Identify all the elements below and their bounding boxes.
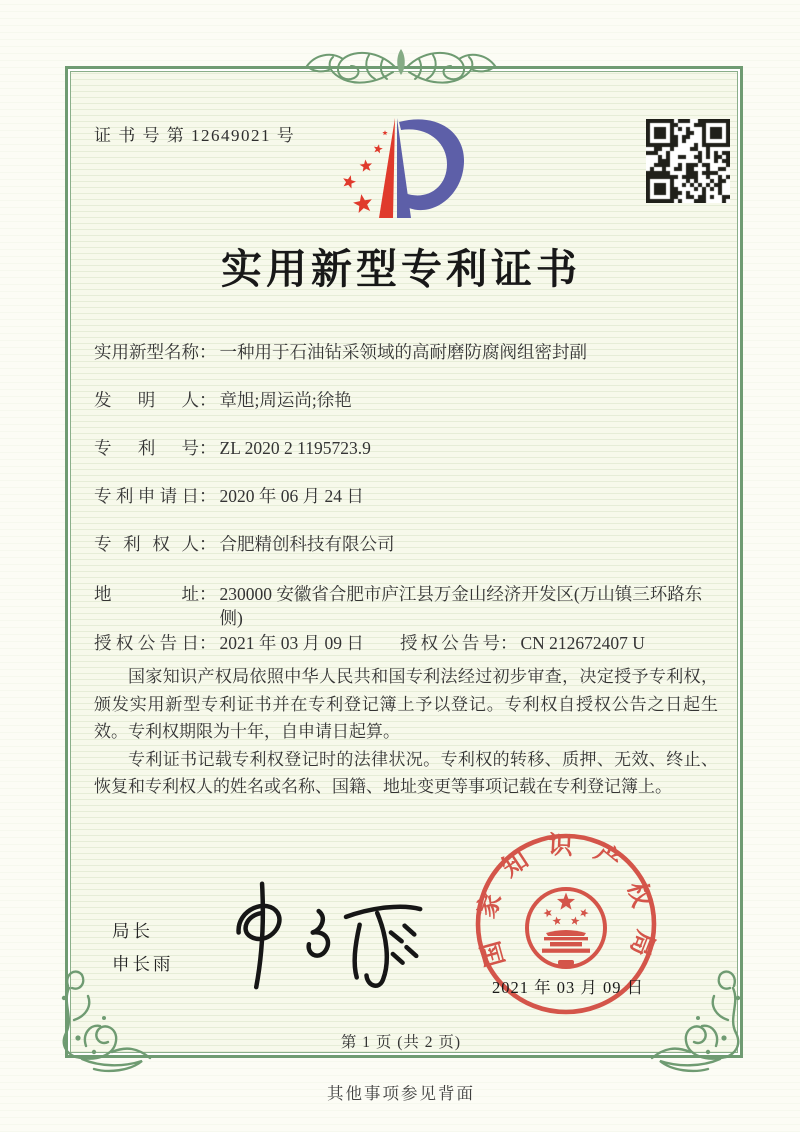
signer-title: 局长 <box>112 921 153 941</box>
field-inventors: 发明人： 章旭;周运尚;徐艳 <box>94 390 352 410</box>
seal-date: 2021 年 03 月 09 日 <box>491 978 645 997</box>
legal-paragraph-2: 专利证书记载专利权登记时的法律状况。专利权的转移、质押、无效、终止、恢复和专利权人的姓名或名称、国籍、地址变更等事项记载在专利登记簿上。 <box>94 749 718 796</box>
legal-paragraph-1: 国家知识产权局依照中华人民共和国专利法经过初步审查，决定授予专利权，颁发实用新型专利证书并在专利登记簿上予以登记。专利权自授权公告之日起生效。专利权期限为十年，自申请日起算。 <box>94 667 718 741</box>
certificate-number: 证 书 号 第 12649021 号 <box>94 126 296 145</box>
page-number: 第 1 页 (共 2 页) <box>340 1034 462 1051</box>
seal-text: 国家知识产权局 <box>472 832 660 978</box>
field-patent-number: 专利号： ZL 2020 2 1195723.9 <box>94 438 371 458</box>
national-emblem-icon <box>527 889 605 967</box>
logo-star-icon <box>360 159 372 171</box>
top-border-ornament-icon <box>291 41 511 93</box>
field-grant-row: 授权公告日： 2021 年 03 月 09 日 授权公告号： CN 212672407 U <box>94 633 645 653</box>
field-address: 地址： 230000 安徽省合肥市庐江县万金山经济开发区(万山镇三环路东侧) <box>94 584 703 628</box>
field-utility-model-name: 实用新型名称： 一种用于石油钻采领域的高耐磨防腐阀组密封副 <box>94 342 587 362</box>
logo-star-icon <box>374 144 383 153</box>
logo-star-icon <box>343 175 356 188</box>
cnipa-logo-icon <box>333 110 473 236</box>
logo-star-icon <box>382 130 387 135</box>
director-signature-icon <box>218 872 433 994</box>
qr-code <box>646 119 730 203</box>
field-grant-number: 授权公告号： CN 212672407 U <box>400 633 645 653</box>
signer-name: 申长雨 <box>112 954 174 974</box>
legal-text-section <box>94 663 718 801</box>
back-side-note: 其他事项参见背面 <box>327 1084 475 1103</box>
certificate-title: 实用新型专利证书 <box>221 246 581 292</box>
ornament-center-leaf <box>397 49 405 75</box>
field-patentee: 专利权人： 合肥精创科技有限公司 <box>94 534 395 554</box>
field-filing-date: 专利申请日： 2020 年 06 月 24 日 <box>94 486 364 506</box>
logo-star-icon <box>353 194 372 213</box>
fields-section <box>94 342 718 681</box>
